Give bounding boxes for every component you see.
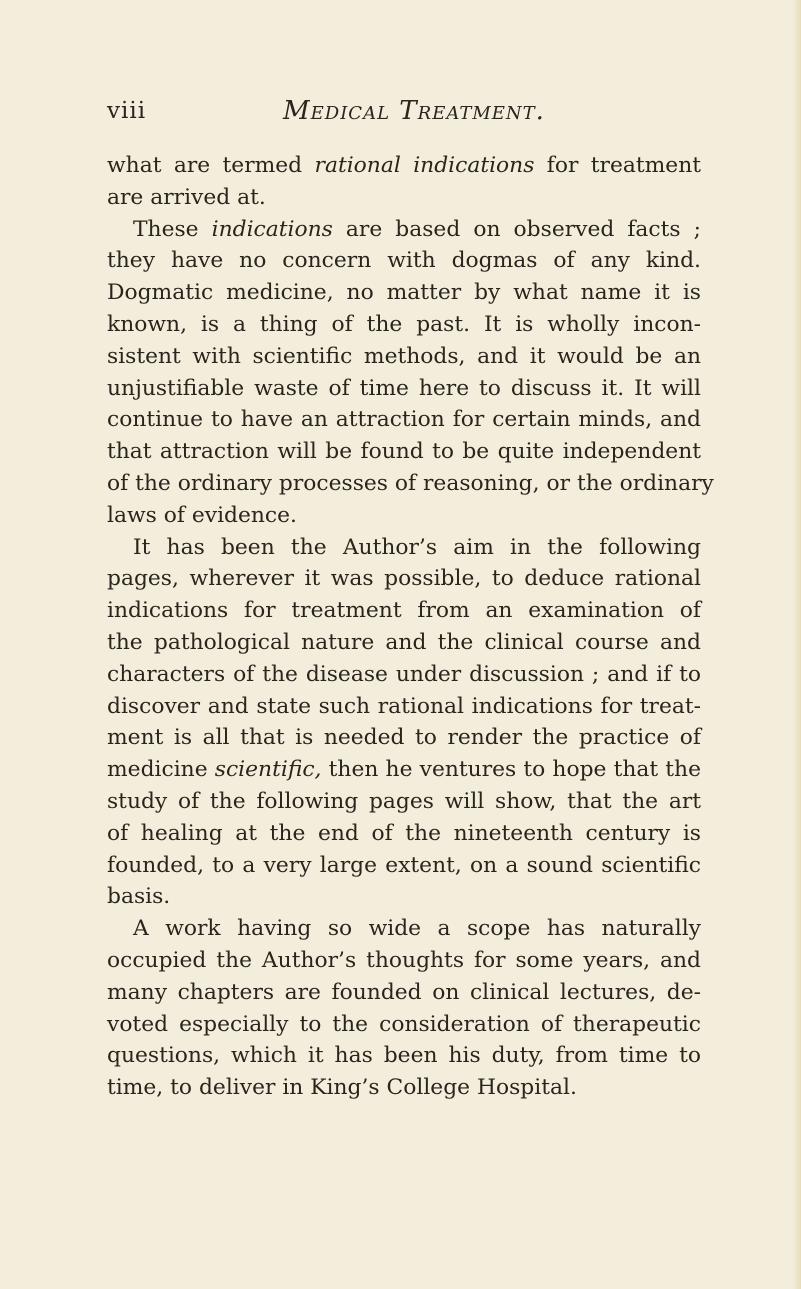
text-run: medicine bbox=[107, 757, 215, 783]
text-run: laws of evidence. bbox=[107, 502, 297, 528]
page-edge-shadow bbox=[793, 0, 801, 1289]
text-line bbox=[107, 1040, 701, 1072]
text-line bbox=[107, 309, 701, 341]
text-line bbox=[107, 691, 701, 723]
page-header bbox=[107, 98, 687, 128]
text-run: then he ventures to hope that the bbox=[321, 757, 701, 783]
text-run: are based on observed facts ; bbox=[332, 216, 701, 242]
text-run: many chapters are founded on clinical lectures, de- bbox=[107, 979, 701, 1005]
paragraph bbox=[107, 913, 701, 1104]
text-run: what are termed bbox=[107, 153, 315, 178]
text-line bbox=[107, 150, 701, 182]
text-line bbox=[107, 659, 701, 691]
text-run: questions, which it has been his duty, from time to bbox=[107, 1043, 701, 1069]
text-line bbox=[107, 341, 701, 373]
text-line bbox=[107, 563, 701, 595]
text-run: It has been the Author’s aim in the following bbox=[133, 534, 701, 560]
text-line bbox=[107, 436, 701, 468]
page-number: viii bbox=[107, 98, 147, 124]
text-line bbox=[107, 468, 714, 500]
text-line bbox=[107, 1072, 701, 1104]
text-run: they have no concern with dogmas of any kind. bbox=[107, 248, 701, 274]
text-line bbox=[107, 722, 701, 754]
text-line bbox=[107, 627, 701, 659]
running-title: Medical Treatment. bbox=[283, 96, 545, 126]
text-run: study of the following pages will show, that the art bbox=[107, 788, 701, 814]
text-line bbox=[107, 245, 701, 277]
text-run: for treatment bbox=[534, 153, 701, 178]
text-run: known, is a thing of the past. It is wholly incon- bbox=[107, 311, 701, 337]
text-line bbox=[107, 214, 701, 246]
text-run: A work having so wide a scope has naturally bbox=[133, 916, 701, 942]
text-run: are arrived at. bbox=[107, 184, 266, 210]
paragraph bbox=[107, 150, 701, 214]
italic-text: rational indications bbox=[314, 153, 535, 178]
text-run: discover and state such rational indications for treat- bbox=[107, 693, 701, 719]
text-run: sistent with scientific methods, and it would be an bbox=[107, 343, 701, 369]
text-run: pages, wherever it was possible, to deduce rational bbox=[107, 566, 701, 592]
text-run: of healing at the end of the nineteenth century is bbox=[107, 820, 701, 846]
text-line bbox=[107, 754, 701, 786]
text-run: indications for treatment from an examination of bbox=[107, 598, 701, 624]
text-run: Dogmatic medicine, no matter by what name it is bbox=[107, 280, 701, 306]
text-line bbox=[107, 945, 701, 977]
text-line bbox=[107, 404, 701, 436]
text-run: ment is all that is needed to render the practice of bbox=[107, 725, 701, 751]
text-line bbox=[107, 786, 701, 818]
text-line bbox=[107, 850, 701, 882]
body-text bbox=[107, 150, 714, 1104]
text-run: founded, to a very large extent, on a sound scientific bbox=[107, 852, 701, 878]
text-line bbox=[107, 1009, 701, 1041]
text-run: occupied the Author’s thoughts for some years, and bbox=[107, 947, 701, 973]
text-line bbox=[107, 373, 701, 405]
paragraph bbox=[107, 214, 714, 532]
text-run: that attraction will be found to be quite independent bbox=[107, 439, 701, 465]
text-run: voted especially to the consideration of therapeutic bbox=[107, 1011, 701, 1037]
text-line bbox=[107, 818, 701, 850]
text-run: the pathological nature and the clinical course and bbox=[107, 629, 701, 655]
text-run: basis. bbox=[107, 884, 171, 910]
italic-text: indications bbox=[211, 216, 333, 242]
text-run: of the ordinary processes of reasoning, or the ordinary bbox=[107, 470, 714, 496]
text-run: characters of the disease under discussion ; and if to bbox=[107, 661, 701, 687]
text-run: continue to have an attraction for certain minds, and bbox=[107, 407, 701, 433]
text-line bbox=[107, 532, 701, 564]
text-line bbox=[107, 881, 701, 913]
text-line bbox=[107, 913, 701, 945]
text-run: These bbox=[133, 216, 212, 242]
text-line bbox=[107, 182, 701, 214]
text-run: time, to deliver in King’s College Hospital. bbox=[107, 1075, 577, 1101]
paragraph bbox=[107, 532, 701, 914]
text-line bbox=[107, 500, 701, 532]
text-line bbox=[107, 277, 701, 309]
text-line bbox=[107, 595, 701, 627]
text-line bbox=[107, 977, 701, 1009]
italic-text: scientific, bbox=[214, 757, 322, 783]
text-run: unjustifiable waste of time here to discuss it. It will bbox=[107, 375, 701, 401]
